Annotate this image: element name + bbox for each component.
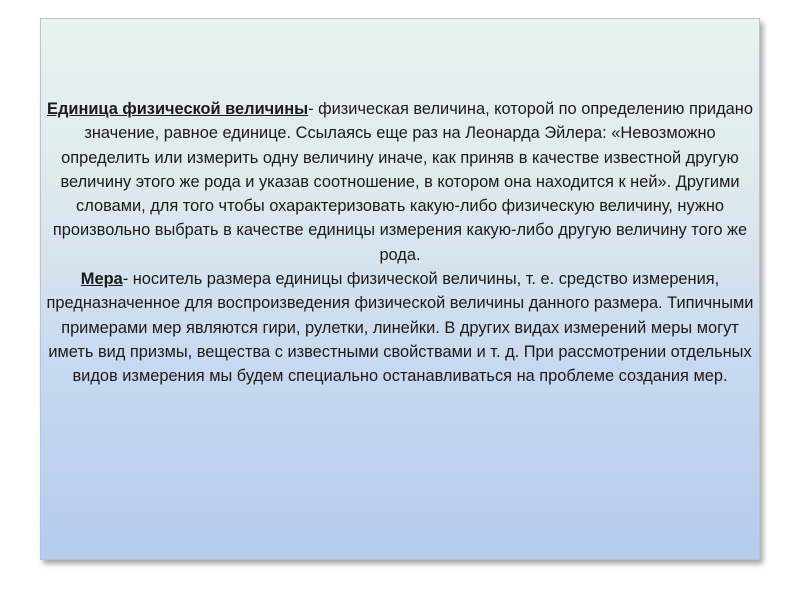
definition-body: - физическая величина, которой по определению придано значение, равное единице. Ссылаясь еще раз на Леонарда Эйлера: «Невозможно определить или измерить одну величину иначе, как приняв в качестве известной другую величину этого же рода и указав соотношение, в котором она находится к ней». Другими словами, для того чтобы охарактеризовать какую-либо физическую величину, нужно произвольно выбрать в качестве единицы измерения какую-либо другую величину того же рода. [52, 100, 753, 264]
definition-term: Единица физической величины [47, 100, 309, 118]
definition-term: Мера [80, 270, 123, 289]
definition-unit [41, 97, 759, 267]
definition-measure [41, 267, 759, 388]
definition-body: - носитель размера единицы физической величины, т. е. средство измерения, предназначенное для воспроизведения физической величины данного размера. Типичными примерами мер являются гири, рулетки, линейки. В других видах измерений меры могут иметь вид призмы, вещества с известными свойствами и т. д. При рассмотрении отдельных видов измерения мы будем специально останавливаться на проблеме создания мер. [46, 270, 754, 386]
content-text [41, 97, 759, 389]
content-panel [40, 18, 760, 560]
